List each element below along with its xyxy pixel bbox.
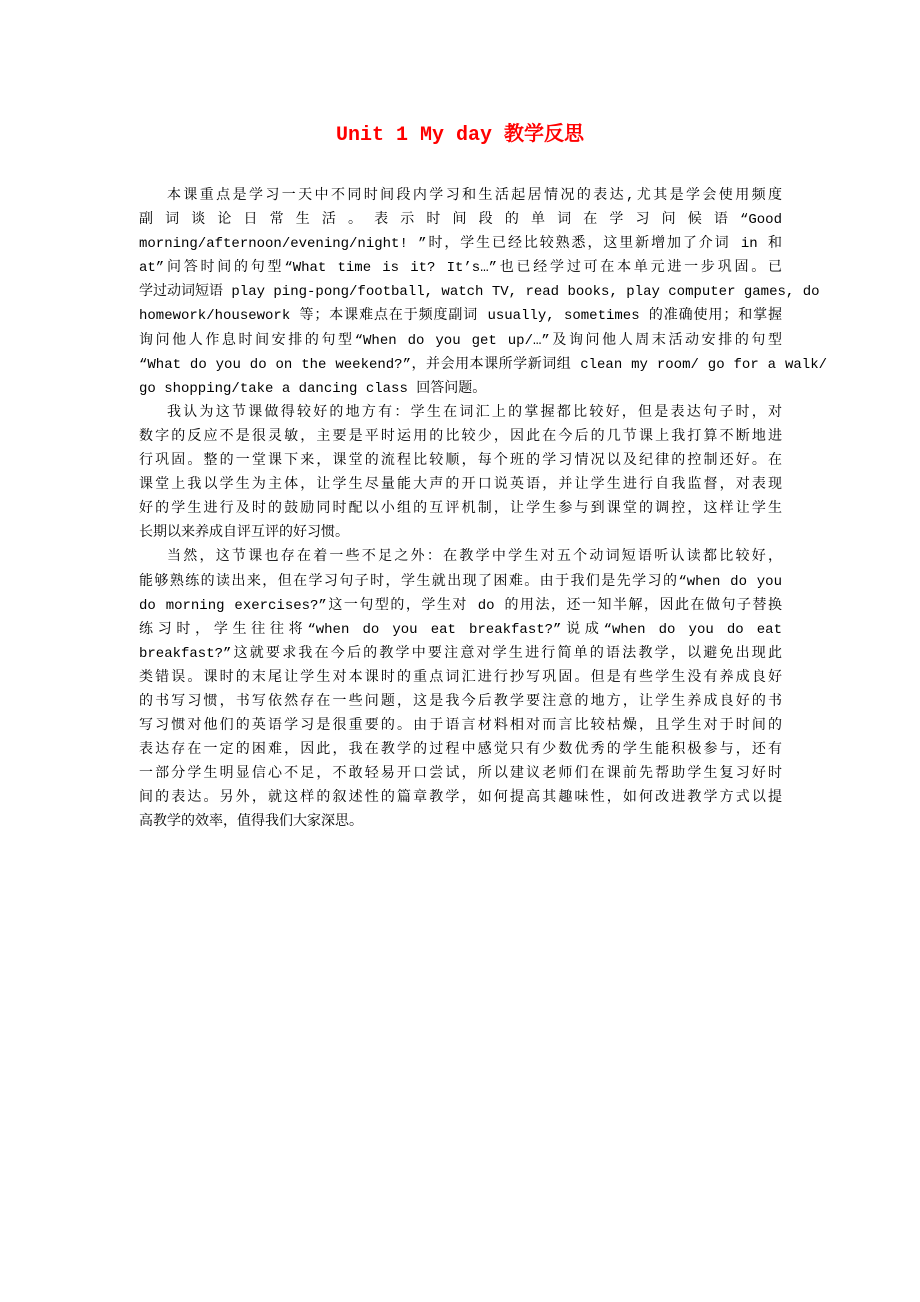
paragraph [139, 401, 782, 546]
text-line: 好的学生进行及时的鼓励同时配以小组的互评机制，让学生参与到课堂的调控，这样让学生 [139, 501, 782, 518]
text-line: 一部分学生明显信心不足，不敢轻易开口尝试，所以建议老师们在课前先帮助学生复习好时 [139, 766, 782, 783]
text-line: 表达存在一定的困难，因此，我在教学的过程中感觉只有少数优秀的学生能积极参与，还有 [139, 742, 782, 759]
text-line: 能够熟练的读出来，但在学习句子时，学生就出现了困难。由于我们是先学习的“when do you [139, 573, 782, 590]
text-line: morning/afternoon/evening/night! ”时，学生已经比较熟悉，这里新增加了介词 in 和 [139, 236, 782, 253]
text-line: 间的表达。另外，就这样的叙述性的篇章教学，如何提高其趣味性，如何改进教学方式以提 [139, 790, 782, 807]
text-line: 行巩固。整的一堂课下来，课堂的流程比较顺，每个班的学习情况以及纪律的控制还好。在 [139, 453, 782, 470]
paragraph [139, 184, 827, 401]
text-line: homework/housework 等；本课难点在于频度副词 usually, sometimes 的准确使用；和掌握 [139, 308, 782, 325]
text-line: 副词谈论日常生活。表示时间段的单词在学习问候语“Good [139, 212, 782, 229]
text-line: 类错误。课时的末尾让学生对本课时的重点词汇进行抄写巩固。但是有些学生没有养成良好 [139, 669, 782, 686]
text-line: 练习时，学生往往将“when do you eat breakfast?”说成“when do you do eat [139, 621, 782, 638]
document-body [139, 184, 827, 835]
text-line: 课堂上我以学生为主体，让学生尽量能大声的开口说英语，并让学生进行自我监督，对表现 [139, 477, 782, 494]
text-line: 当然，这节课也存在着一些不足之外：在教学中学生对五个动词短语听认读都比较好， [167, 549, 782, 566]
text-line: 询问他人作息时间安排的句型“When do you get up/…”及询问他人周末活动安排的句型 [139, 332, 782, 349]
text-line: 我认为这节课做得较好的地方有：学生在词汇上的掌握都比较好，但是表达句子时，对 [167, 404, 782, 421]
text-line: do morning exercises?”这一句型的，学生对 do 的用法，还一知半解，因此在做句子替换 [139, 597, 782, 614]
text-line: 数字的反应不是很灵敏，主要是平时运用的比较少，因此在今后的几节课上我打算不断地进 [139, 428, 782, 445]
text-line: go shopping/take a dancing class 回答问题。 [139, 380, 487, 397]
text-line: “What do you do on the weekend?”，并会用本课所学新词组 clean my room/ go for a walk/ [139, 356, 827, 373]
text-line: 的书写习惯，书写依然存在一些问题，这是我今后教学要注意的地方，让学生养成良好的书 [139, 693, 782, 710]
text-line: 写习惯对他们的英语学习是很重要的。由于语言材料相对而言比较枯燥，且学生对于时间的 [139, 718, 782, 735]
text-line: 本课重点是学习一天中不同时间段内学习和生活起居情况的表达,尤其是学会使用频度 [167, 188, 782, 204]
text-line: 高教学的效率，值得我们大家深思。 [139, 814, 363, 831]
text-line: breakfast?”这就要求我在今后的教学中要注意对学生进行简单的语法教学，以避免出现此 [139, 645, 782, 662]
text-line: 学过动词短语 play ping-pong/football, watch TV, read books, play computer games, do [139, 284, 820, 301]
paragraph [139, 545, 782, 834]
document-title: Unit 1 My day 教学反思 [335, 124, 585, 147]
text-line: at”问答时间的句型“What time is it? It’s…”也已经学过可在本单元进一步巩固。已 [139, 260, 782, 277]
text-line: 长期以来养成自评互评的好习惯。 [139, 525, 349, 542]
